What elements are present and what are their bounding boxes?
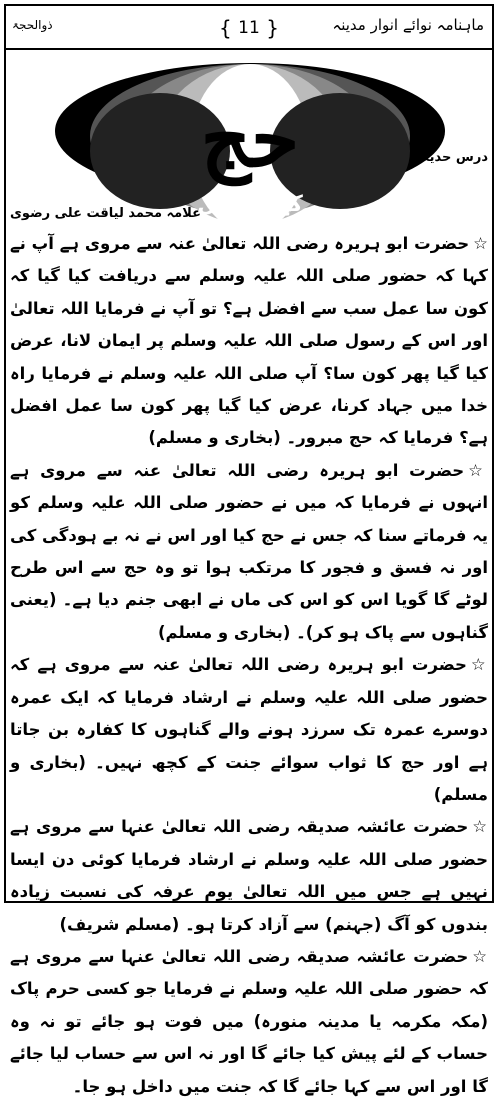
hadith-paragraph: ☆حضرت ابو ہریرہ رضی اللہ تعالیٰ عنہ سے مروی ہے انہوں نے فرمایا کہ میں نے حضور صلی اللہ علیہ وسلم کو یہ فرماتے سنا کہ جس نے حج کیا اور اس نے نہ بے ہودگی کی اور نہ فسق و فجور کا مرتکب ہوا تو وہ حج سے اس طرح لوٹے گا گویا اس کو اس کی ماں نے ابھی جنم دیا ہے۔ (یعنی گناہوں سے پاک ہو کر)۔ (بخاری و مسلم): [10, 460, 488, 642]
title-emblem: [0, 56, 500, 226]
star-icon: ☆: [472, 817, 488, 837]
star-icon: ☆: [473, 234, 488, 253]
page-number: 11: [238, 18, 260, 38]
emblem-subtitle: کے فضائل: [197, 192, 303, 217]
page-header: [4, 4, 494, 50]
hadith-paragraph: ☆حضرت عائشہ صدیقہ رضی اللہ تعالیٰ عنہا سے مروی ہے کہ حضور صلی اللہ علیہ وسلم نے فرمایا جو کسی حرم پاک (مکہ مکرمہ یا مدینہ منورہ) میں فوت ہو جائے تو نہ وہ حساب کے لئے پیش کیا جائے گا اور نہ اس سے حساب لیا جائے گا اور اس سے کہا جائے گا کہ جنت میں داخل ہو جا۔: [10, 946, 488, 1096]
magazine-title: ماہنامہ نوائے انوار مدینہ: [332, 16, 484, 34]
ornament-left-icon: {: [219, 16, 232, 40]
month-label: ذوالحجۃ: [12, 18, 53, 32]
emblem-title: حج: [200, 94, 300, 185]
hadith-paragraph: ☆حضرت ابو ہریرہ رضی اللہ تعالیٰ عنہ سے مروی ہے کہ حضور صلی اللہ علیہ وسلم نے ارشاد فرمایا کہ ایک عمرہ دوسرے عمرہ تک سرزد ہونے والے گناہوں کا کفارہ بن جاتا ہے اور حج کا ثواب سوائے جنت کے کچھ نہیں۔ (بخاری و مسلم): [10, 655, 488, 804]
section-label: درس حدیث: [415, 150, 488, 165]
page-number-box: [219, 14, 279, 42]
author-name: علامہ محمد لیاقت علی رضوی: [10, 206, 201, 221]
hadith-paragraph: ☆حضرت عائشہ صدیقہ رضی اللہ تعالیٰ عنہا سے مروی ہے حضور صلی اللہ علیہ وسلم نے ارشاد فرمایا کوئی دن ایسا نہیں ہے جس میں اللہ تعالیٰ یوم عرفہ کی نسبت زیادہ بندوں کو آگ (جہنم) سے آزاد کرتا ہو۔ (مسلم شریف): [10, 817, 488, 934]
star-icon: ☆: [472, 946, 488, 966]
hadith-paragraph: ☆حضرت ابو ہریرہ رضی اللہ تعالیٰ عنہ سے مروی ہے آپ نے کہا کہ حضور صلی اللہ علیہ وسلم سے دریافت کیا گیا کہ کون سا عمل سب سے افضل ہے؟ تو آپ نے فرمایا اللہ تعالیٰ اور اس کے رسول صلی اللہ علیہ وسلم پر ایمان لانا، عرض کیا گیا پھر کون سا؟ آپ صلی اللہ علیہ وسلم نے فرمایا راہ خدا میں جہاد کرنا، عرض کیا گیا پھر کون سا عمل افضل ہے؟ فرمایا کہ حج مبرور۔ (بخاری و مسلم): [10, 234, 488, 448]
star-icon: ☆: [468, 460, 488, 480]
star-icon: ☆: [470, 655, 488, 675]
article-body: [10, 228, 488, 1103]
ornament-right-icon: }: [266, 16, 279, 40]
